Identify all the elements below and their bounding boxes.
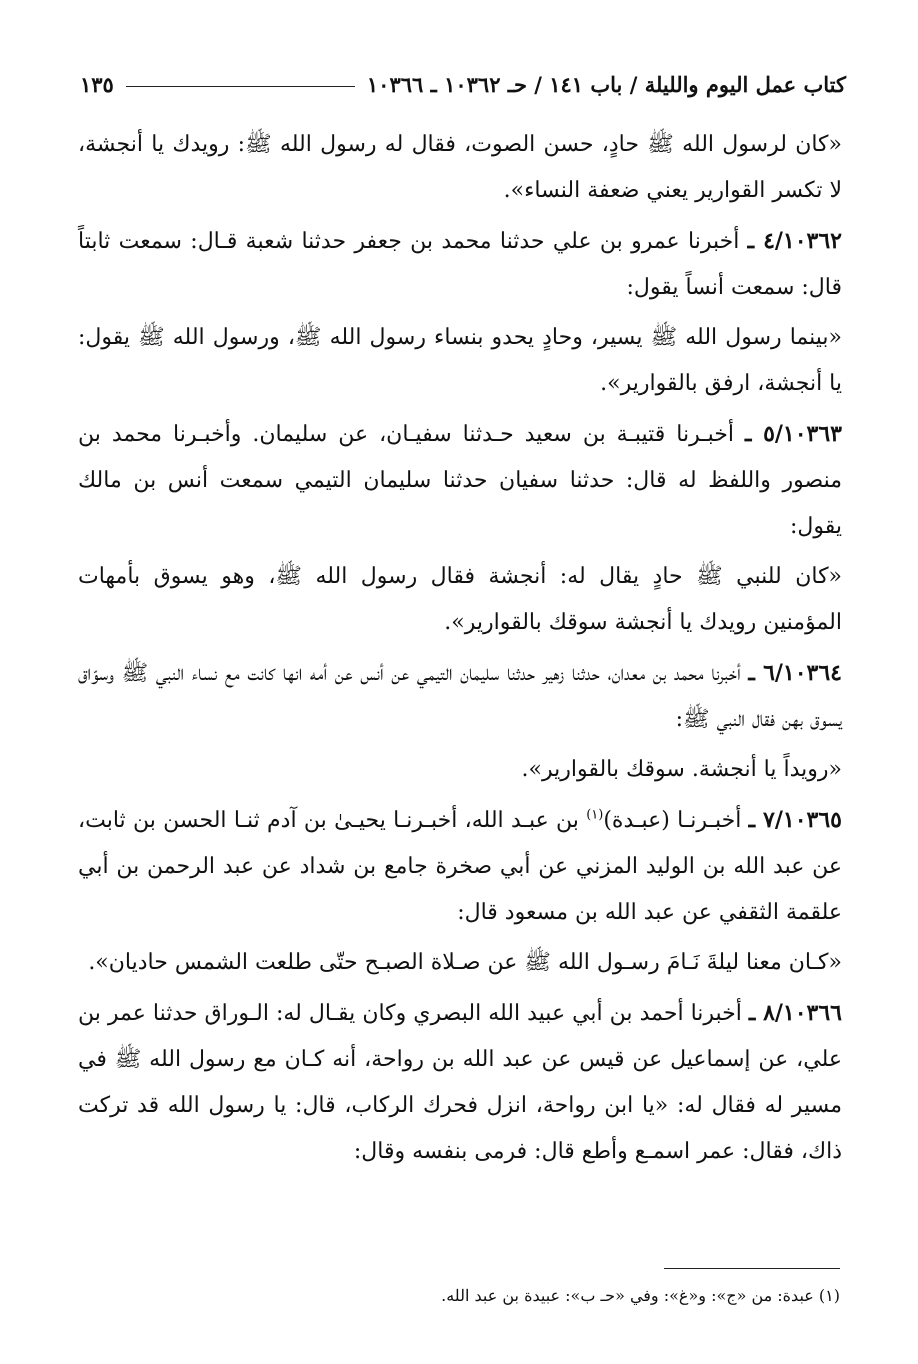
hadith-number: ٨/١٠٣٦٦ ـ <box>748 1000 842 1026</box>
header-title: كتاب عمل اليوم والليلة / باب ١٤١ / حـ ١٠٣٦٢ ـ ١٠٣٦٦ <box>366 71 846 97</box>
footnote: (١) عبدة: من «ج»: و«غ»: وفي «حـ ب»: عبيدة بن عبد الله. <box>441 1286 840 1305</box>
hadith-text <box>78 940 842 986</box>
hadith-text <box>78 122 842 214</box>
paragraph-text: «بينما رسول الله ﷺ يسير، وحادٍ يحدو بنساء رسول الله ﷺ، ورسول الله ﷺ يقول: يا أنجشة، ارفق بالقوارير». <box>78 325 842 396</box>
paragraph-text: أخبرنا أحمد بن أبي عبيد الله البصري وكان يقـال له: الـوراق حدثنا عمر بن علي، عن إسماعيل عن قيس عن عبد الله بن رواحة، أنه كـان مع رسول الله ﷺ في مسير له فقال له: «يا ابن رواحة، انزل فحرك الركاب، قال: يا رسول الله قد تركت ذاك، فقال: عمر اسمـع وأطع قال: فرمى بنفسه وقال: <box>78 1001 842 1164</box>
hadith-number: ٦/١٠٣٦٤ ـ <box>748 660 842 686</box>
paragraph-text: أخبـرنا قتيبـة بن سعيد حـدثنا سفيـان، عن سليمان. وأخبـرنا محمد بن منصور واللفظ له قال: حدثنا سفيان حدثنا سليمان التيمي سمعت أنس بن مالك يقول: <box>78 422 842 539</box>
running-header <box>80 62 846 106</box>
hadith-chain <box>78 797 842 936</box>
paragraph-text: بن عبـد الله، أخبـرنـا يحيـىٰ بن آدم ثنـا الحسن بن ثابت، عن عبد الله بن الوليد المزني عن أبي صخرة جامع بن شداد عن عبد الرحمن بن أبي علقمة الثقفي عن عبد الله بن مسعود قال: <box>78 808 842 925</box>
hadith-chain <box>78 411 842 550</box>
hadith-chain <box>78 650 842 743</box>
paragraph-text-lead: أخبـرنـا (عبـدة) <box>603 808 742 833</box>
hadith-text <box>78 747 842 793</box>
paragraph-text: «كان للنبي ﷺ حادٍ يقال له: أنجشة فقال رسول الله ﷺ، وهو يسوق بأمهات المؤمنين رويدك يا أنجشة سوقك بالقوارير». <box>78 564 842 635</box>
hadith-chain <box>78 990 842 1175</box>
paragraph-text: أخبرنا محمد بن معدان، حدثنا زهير حدثنا سليمان التيمي عن أنس عن أمه انها كانت مع نساء النبي ﷺ وسوّاق يسوق بهن فقال النبي ﷺ: <box>78 661 842 732</box>
main-text <box>78 122 842 1179</box>
header-rule <box>126 86 355 87</box>
hadith-number: ٤/١٠٣٦٢ ـ <box>747 228 842 254</box>
hadith-number: ٥/١٠٣٦٣ ـ <box>744 421 842 447</box>
page-number: ١٣٥ <box>80 71 114 97</box>
footnote-reference[interactable]: (١) <box>586 807 604 823</box>
paragraph-text: «رويداً يا أنجشة. سوقك بالقوارير». <box>521 757 842 782</box>
paragraph-text: «كان لرسول الله ﷺ حادٍ، حسن الصوت، فقال له رسول الله ﷺ: رويدك يا أنجشة، لا تكسر القوارير يعني ضعفة النساء». <box>78 132 842 203</box>
hadith-text <box>78 315 842 407</box>
hadith-number: ٧/١٠٣٦٥ ـ <box>748 807 842 833</box>
paragraph-text: أخبرنا عمرو بن علي حدثنا محمد بن جعفر حدثنا شعبة قـال: سمعت ثابتاً قال: سمعت أنساً يقول: <box>78 229 842 300</box>
hadith-chain <box>78 218 842 311</box>
footnote-divider <box>664 1268 840 1269</box>
paragraph-text: «كـان معنا ليلةَ نَـامَ رسـول الله ﷺ عن صـلاة الصبـح حتّى طلعت الشمس حاديان». <box>88 950 842 975</box>
hadith-text <box>78 554 842 646</box>
